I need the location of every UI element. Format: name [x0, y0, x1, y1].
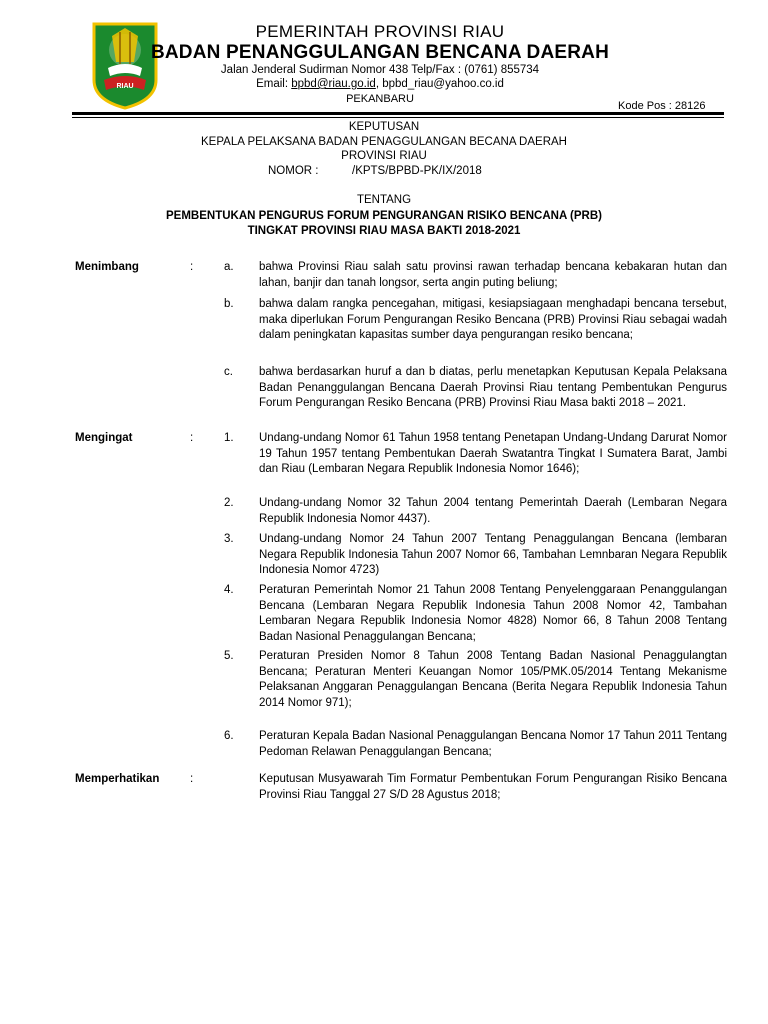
email-label: Email: [256, 78, 289, 90]
list-item-text: Peraturan Kepala Badan Nasional Penaggulangan Bencana Nomor 17 Tahun 2011 Tentang Pedoman Relawan Penaggulangan Bencana; [259, 730, 727, 758]
agency-address: Jalan Jenderal Sudirman Nomor 438 Telp/Fax : (0761) 855734 [220, 64, 540, 76]
list-item-text: Peraturan Pemerintah Nomor 21 Tahun 2008 Tentang Penyelenggaraan Penanggulangan Bencana (Lembaran Negara Republik Indonesia Tahun 2008 Nomor 42, Tambahan Lembaran Negara Republik Indonesia Nomor 4828) Nomor 66, 8 Tahun 2008 Tentang Badan Nasional Penaggulangan Bencana; [259, 584, 727, 643]
list-item-marker: 6. [224, 730, 234, 742]
list-item-text: Peraturan Presiden Nomor 8 Tahun 2008 Tentang Badan Nasional Penaggulangtan Bencana; Peraturan Menteri Keuangan Nomor 105/PMK.05/2014 Tentang Mekanisme Pelaksanan Anggaran Penaggulangan Bencana (Berita Negara Republik Indonesia Tahun 2014 Nomor 971); [259, 650, 727, 709]
list-item-marker: a. [224, 261, 234, 273]
list-item-text: Undang-undang Nomor 24 Tahun 2007 Tentang Penaggulangan Bencana (lembaran Negara Republik Indonesia Tahun 2007 Nomor 66, Tambahan Lemnbaran Negara Republik Indonesia Nomor 4723) [259, 533, 727, 577]
section-label: Menimbang [75, 261, 139, 273]
list-item-marker: c. [224, 366, 233, 378]
list-item-marker: 3. [224, 533, 234, 545]
postcode: Kode Pos : 28126 [618, 100, 706, 112]
list-item-text: bahwa dalam rangka pencegahan, mitigasi, kesiapsiagaan menghadapi bencana tersebut, maka diperlukan Forum Pengurangan Resiko Bencana (PRB) Provinsi Riau sebagai wadah dalam peningkatan kapasitas sumber daya pengurangan resiko bencana; [259, 298, 727, 342]
list-item-marker: 5. [224, 650, 234, 662]
list-item-text: Undang-undang Nomor 32 Tahun 2004 tentang Pemerintah Daerah (Lembaran Negara Republik Indonesia Nomor 4437). [259, 497, 727, 525]
email-primary-link[interactable]: bpbd@riau.go.id [291, 78, 376, 90]
email-secondary: bpbd_riau@yahoo.co.id [382, 78, 504, 90]
government-name: PEMERINTAH PROVINSI RIAU [255, 22, 505, 41]
decree-about: TENTANG [356, 194, 412, 206]
list-item-marker: b. [224, 298, 234, 310]
section-colon: : [190, 261, 194, 273]
decree-type: KEPUTUSAN [348, 121, 420, 133]
list-item-marker: 2. [224, 497, 234, 509]
section-label: Mengingat [75, 432, 133, 444]
decree-number-label: NOMOR : [268, 165, 319, 177]
email-separator: , [375, 78, 380, 90]
list-item-text: bahwa berdasarkan huruf a dan b diatas, perlu menetapkan Keputusan Kepala Pelaksana Badan Penanggulangan Bencana Daerah Provinsi Riau tentang Pembentukan Pengurus Forum Pengurangan Resiko Bencana (PRB) Provinsi Riau Masa bakti 2018 – 2021. [259, 366, 727, 410]
decree-number-value: /KPTS/BPBD-PK/IX/2018 [352, 165, 482, 177]
list-item-text: bahwa Provinsi Riau salah satu provinsi rawan terhadap bencana kebakaran hutan dan lahan, banjir dan tanah longsor, serta angin puting beliung; [259, 261, 727, 289]
section-text: Keputusan Musyawarah Tim Formatur Pembentukan Forum Pengurangan Risiko Bencana Provinsi Riau Tanggal 27 S/D 28 Agustus 2018; [259, 773, 727, 801]
list-item-marker: 4. [224, 584, 234, 596]
agency-email-line [140, 78, 620, 90]
letterhead-rule-thick [72, 112, 724, 115]
emblem-riau-text: RIAU [116, 83, 134, 90]
decree-region: PROVINSI RIAU [341, 150, 427, 162]
section-label: Memperhatikan [75, 773, 160, 785]
decree-issuer: KEPALA PELAKSANA BADAN PENAGGULANGAN BECANA DAERAH [200, 136, 567, 148]
list-item-text: Undang-undang Nomor 61 Tahun 1958 tentang Penetapan Undang-Undang Darurat Nomor 19 Tahun 1957 tentang Pembentukan Daerah Swatantra Tingkat I Sumatera Barat, Jambi dan Riau (Lembaran Negara Republik Indonesia Nomor 1646); [259, 432, 727, 476]
section-colon: : [190, 773, 194, 785]
list-item-marker: 1. [224, 432, 234, 444]
section-colon: : [190, 432, 194, 444]
agency-city: PEKANBARU [346, 93, 414, 105]
letterhead-rule-thin [72, 117, 724, 118]
agency-name: BADAN PENANGGULANGAN BENCANA DAERAH [150, 42, 610, 63]
decree-subject-line2: TINGKAT PROVINSI RIAU MASA BAKTI 2018-2021 [247, 225, 521, 237]
decree-subject-line1: PEMBENTUKAN PENGURUS FORUM PENGURANGAN RISIKO BENCANA (PRB) [166, 210, 602, 222]
